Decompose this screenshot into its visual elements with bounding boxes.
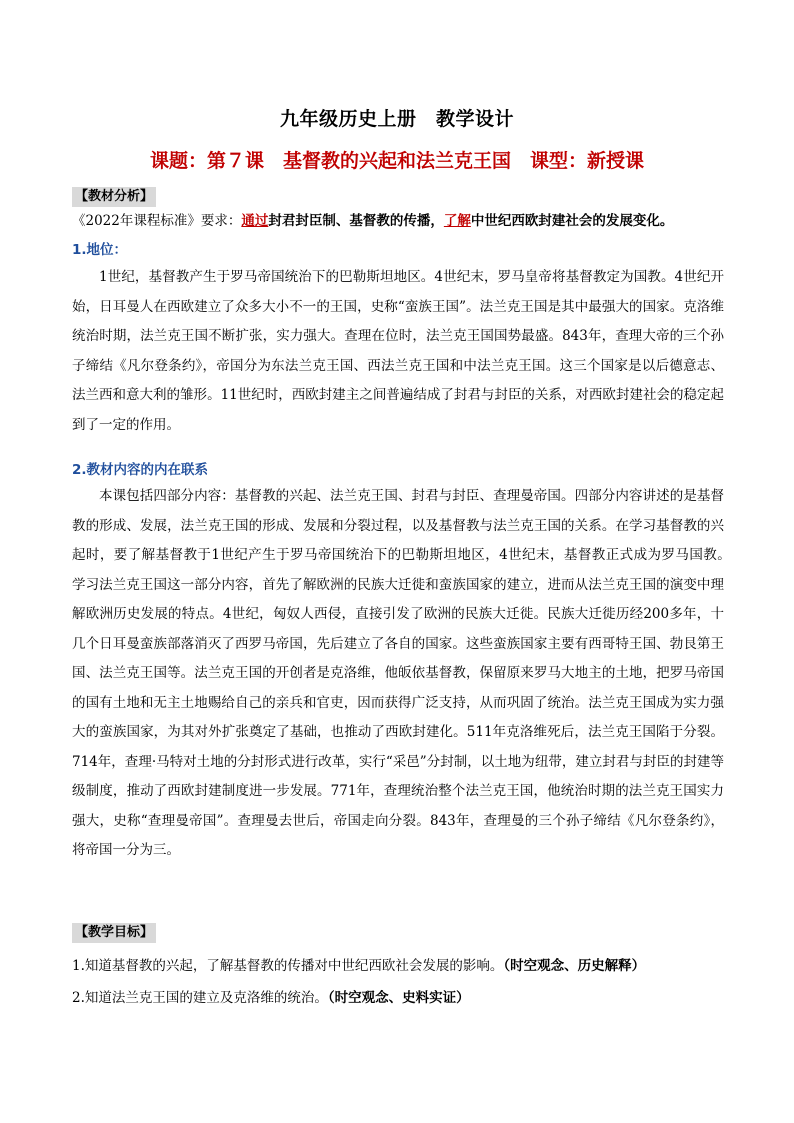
- heading-internal-relation: 2.教材内容的内在联系: [72, 462, 209, 478]
- goal-item-1: [72, 955, 732, 977]
- goal-1-text: 1.知道基督教的兴起，了解基督教的传播对中世纪西欧社会发展的影响。: [72, 958, 504, 974]
- goal-2-note: （时空观念、史料实证）: [327, 990, 470, 1006]
- req-middle: 封君封臣制、基督教的传播，: [268, 213, 444, 229]
- curriculum-requirement: [72, 210, 732, 232]
- goal-1-note: （时空观念、历史解释）: [503, 958, 646, 974]
- goal-2-text: 2.知道法兰克王国的建立及克洛维的统治。: [72, 990, 328, 1006]
- document-title: 九年级历史上册 教学设计: [279, 108, 514, 130]
- req-keyword-through: 通过: [241, 213, 269, 229]
- goal-item-2: [72, 987, 732, 1009]
- section-tag-analysis: 【教材分析】: [72, 187, 156, 207]
- req-prefix: 《2022年课程标准》要求：: [72, 213, 242, 229]
- paragraph-position: 1世纪，基督教产生于罗马帝国统治下的巴勒斯坦地区。4世纪末，罗马皇帝将基督教定为国教。4世纪开始，日耳曼人在西欧建立了众多大小不一的王国，史称“蛮族王国”。法兰克王国是其中最强大的国家。克洛维统治时期，法兰克王国不断扩张，实力强大。查理在位时，法兰克王国国势最盛。843年，查理大帝的三个孙子缔结《凡尔登条约》，帝国分为东法兰克王国、西法兰克王国和中法兰克王国。这三个国家是以后德意志、法兰西和意大利的雏形。11世纪时，西欧封建主之间普遍结成了封君与封臣的关系，对西欧封建社会的稳定起到了一定的作用。: [72, 269, 724, 433]
- req-tail: 中世纪西欧封建社会的发展变化。: [470, 213, 674, 229]
- section-tag-goals: 【教学目标】: [72, 923, 156, 943]
- paragraph-internal-relation: 本课包括四部分内容：基督教的兴起、法兰克王国、封君与封臣、查理曼帝国。四部分内容讲述的是基督教的形成、发展，法兰克王国的形成、发展和分裂过程，以及基督教与法兰克王国的关系。在学习基督教的兴起时，要了解基督教于1世纪产生于罗马帝国统治下的巴勒斯坦地区，4世纪末，基督教正式成为罗马国教。 学习法兰克王国这一部分内容，首先了解欧洲的民族大迁徙和蛮族国家的建立，进而从法兰克王国的演变中理解欧洲历史发展的特点。4世纪，匈奴人西侵，直接引发了欧洲的民族大迁徙。民族大迁徙历经200多年，十几个日耳曼蛮族部落消灭了西罗马帝国，先后建立了各自的国家。这些蛮族国家主要有西哥特王国、勃艮第王国、法兰克王国等。法兰克王国的开创者是克洛维，他皈依基督教，保留原来罗马大地主的土地，把罗马帝国的国有土地和无主土地赐给自己的亲兵和官吏，因而获得广泛支持，从而巩固了统治。法兰克王国成为实力强大的蛮族国家，为其对外扩张奠定了基础，也推动了西欧封建化。511年克洛维死后，法兰克王国陷于分裂。714年，查理·马特对土地的分封形式进行改革，实行“采邑”分封制，以土地为纽带，建立封君与封臣的封建等级制度，推动了西欧封建制度进一步发展。771年，查理统治整个法兰克王国，他统治时期的法兰克王国实力强大，史称“查理曼帝国”。查理曼去世后，帝国走向分裂。843年，查理曼的三个孙子缔结《凡尔登条约》，将帝国一分为三。: [72, 488, 738, 858]
- lesson-subtitle: 课题：第７课 基督教的兴起和法兰克王国 课型：新授课: [149, 150, 644, 172]
- req-keyword-understand: 了解: [443, 213, 471, 229]
- heading-position: 1.地位：: [72, 242, 128, 258]
